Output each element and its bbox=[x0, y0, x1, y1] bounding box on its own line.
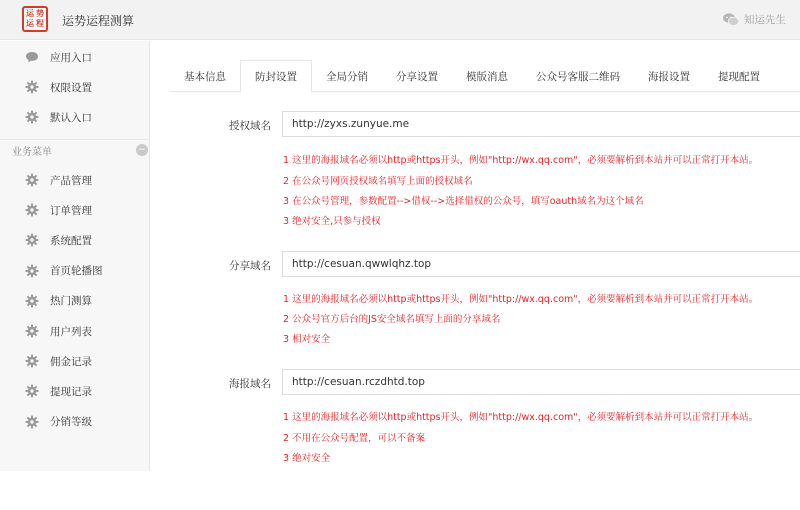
chat-bubble-icon bbox=[24, 49, 40, 65]
sidebar-menu-item-label: 产品管理 bbox=[50, 174, 92, 187]
sidebar-menu-item[interactable] bbox=[0, 225, 150, 255]
auth-domain-label: 授权域名 bbox=[229, 120, 271, 132]
sidebar-menu-item[interactable] bbox=[0, 316, 150, 346]
collapse-icon[interactable]: − bbox=[136, 144, 148, 156]
sidebar-menu-item[interactable] bbox=[0, 195, 150, 225]
share-domain-label: 分享域名 bbox=[229, 260, 271, 272]
auth-domain-note: 2 在公众号网页授权域名填写上面的授权域名 bbox=[283, 176, 473, 187]
share-domain-note: 1 这里的海报域名必须以http或https开头，例如"http://wx.qq.com"，必须要解析到本站并可以正常打开本站。 bbox=[283, 294, 759, 305]
gear-icon bbox=[24, 79, 40, 95]
poster-domain-label: 海报域名 bbox=[229, 378, 271, 390]
logo-char: 程 bbox=[36, 19, 44, 28]
sidebar-item-label: 应用入口 bbox=[50, 51, 92, 64]
sidebar-section-header bbox=[0, 139, 150, 161]
share-domain-input[interactable] bbox=[282, 251, 800, 277]
sidebar-menu-item[interactable] bbox=[0, 256, 150, 286]
tab-template-message[interactable]: 模版消息 bbox=[466, 70, 508, 83]
logo-char: 运 bbox=[26, 9, 34, 18]
poster-domain-input[interactable] bbox=[282, 369, 800, 395]
sidebar-menu-item-label: 订单管理 bbox=[50, 204, 92, 217]
logo-char: 势 bbox=[36, 9, 44, 18]
app-logo[interactable] bbox=[22, 6, 48, 32]
sidebar-menu-item[interactable] bbox=[0, 286, 150, 316]
top-bar bbox=[0, 0, 800, 40]
tab-basic-info[interactable]: 基本信息 bbox=[184, 70, 226, 83]
sidebar-item-label: 权限设置 bbox=[50, 81, 92, 94]
tab-service-qrcode[interactable]: 公众号客服二维码 bbox=[536, 70, 620, 83]
sidebar-menu-item-label: 首页轮播图 bbox=[50, 265, 103, 278]
gear-icon bbox=[24, 323, 40, 339]
sidebar-section-title: 业务菜单 bbox=[12, 147, 52, 158]
poster-domain-note: 1 这里的海报域名必须以http或https开头，例如"http://wx.qq.com"，必须要解析到本站并可以正常打开本站。 bbox=[283, 412, 759, 423]
app-title: 运势运程测算 bbox=[62, 14, 135, 28]
tab-global-distribution[interactable]: 全局分销 bbox=[326, 70, 368, 83]
gear-icon bbox=[24, 383, 40, 399]
sidebar-menu-item[interactable] bbox=[0, 407, 150, 437]
poster-domain-note: 3 绝对安全 bbox=[283, 453, 331, 464]
sidebar-menu-item-label: 系统配置 bbox=[50, 234, 92, 247]
sidebar-item-app-entry[interactable] bbox=[0, 42, 150, 72]
user-menu[interactable] bbox=[723, 12, 786, 27]
gear-icon bbox=[24, 202, 40, 218]
auth-domain-input[interactable] bbox=[282, 111, 800, 137]
logo-char: 运 bbox=[26, 19, 34, 28]
sidebar-menu-item-label: 提现记录 bbox=[50, 385, 92, 398]
sidebar-item-default-entry[interactable] bbox=[0, 102, 150, 132]
gear-icon bbox=[24, 414, 40, 430]
sidebar-menu-item-label: 用户列表 bbox=[50, 325, 92, 338]
sidebar-menu-item-label: 热门测算 bbox=[50, 295, 92, 308]
sidebar-menu-item-label: 分销等级 bbox=[50, 416, 92, 429]
share-domain-note: 3 相对安全 bbox=[283, 334, 331, 345]
gear-icon bbox=[24, 293, 40, 309]
gear-icon bbox=[24, 232, 40, 248]
auth-domain-note: 3 在公众号管理，参数配置-->借权-->选择借权的公众号，填写oauth域名为这个域名 bbox=[283, 196, 644, 207]
tab-share-settings[interactable]: 分享设置 bbox=[396, 70, 438, 83]
sidebar-item-label: 默认入口 bbox=[50, 111, 92, 124]
gear-icon bbox=[24, 353, 40, 369]
sidebar-menu-item[interactable] bbox=[0, 165, 150, 195]
gear-icon bbox=[24, 109, 40, 125]
sidebar-menu-item[interactable] bbox=[0, 346, 150, 376]
share-domain-note: 2 公众号官方后台的JS安全域名填写上面的分享域名 bbox=[283, 314, 501, 325]
poster-domain-note: 2 不用在公众号配置，可以不备案 bbox=[283, 433, 426, 444]
wechat-icon bbox=[723, 13, 739, 26]
settings-tabs bbox=[170, 60, 800, 92]
sidebar-item-permissions[interactable] bbox=[0, 72, 150, 102]
gear-icon bbox=[24, 172, 40, 188]
sidebar-menu-item-label: 佣金记录 bbox=[50, 355, 92, 368]
tab-withdraw-config[interactable]: 提现配置 bbox=[718, 70, 760, 83]
gear-icon bbox=[24, 263, 40, 279]
user-name: 知运先生 bbox=[744, 14, 786, 26]
auth-domain-note: 3 绝对安全,只参与授权 bbox=[283, 216, 381, 227]
sidebar-menu-item[interactable] bbox=[0, 376, 150, 406]
auth-domain-note: 1 这里的海报域名必须以http或https开头，例如"http://wx.qq.com"，必须要解析到本站并可以正常打开本站。 bbox=[283, 155, 759, 166]
tab-poster-settings[interactable]: 海报设置 bbox=[648, 70, 690, 83]
tab-anti-block[interactable]: 防封设置 bbox=[240, 60, 312, 93]
sidebar bbox=[0, 41, 150, 471]
